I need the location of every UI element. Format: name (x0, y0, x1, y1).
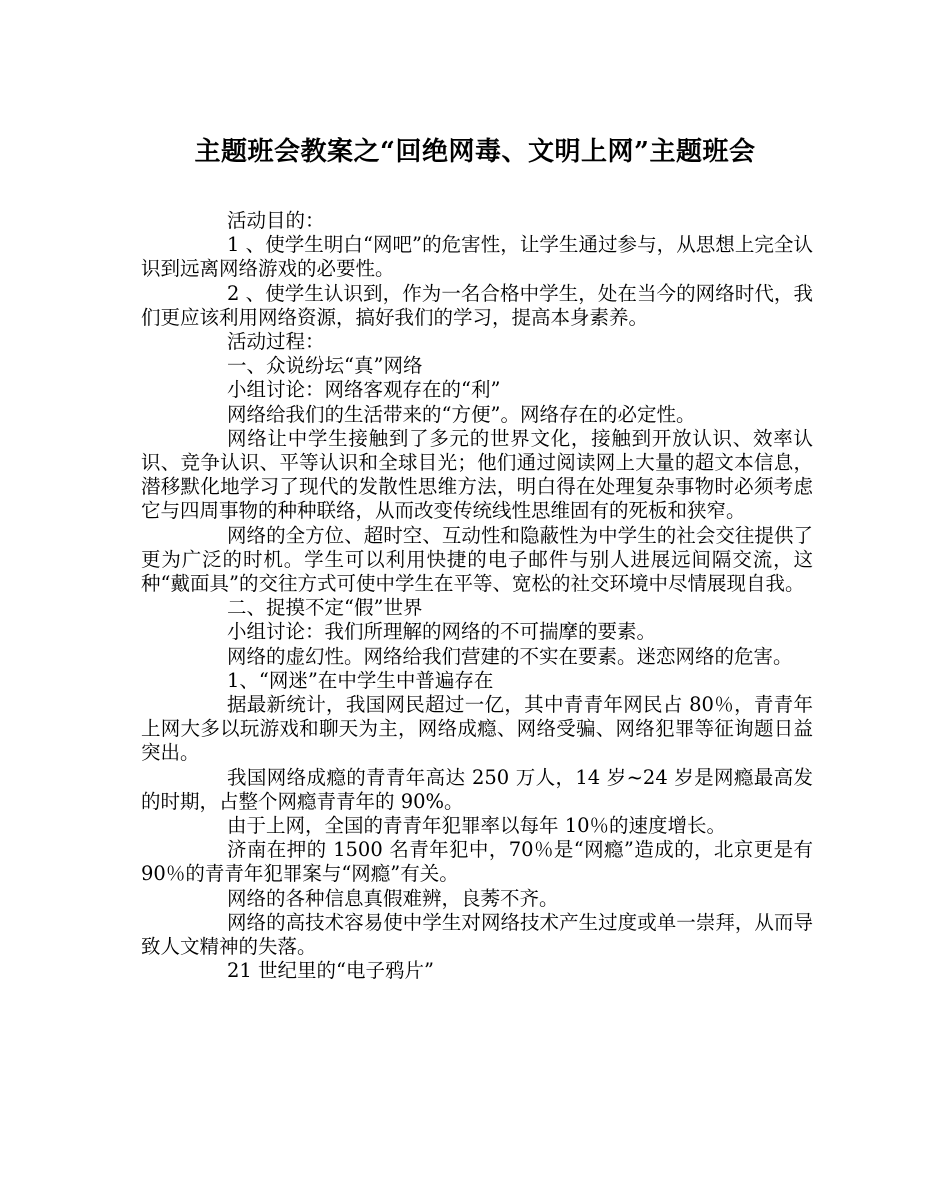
paragraph-purpose-2: 2 、使学生认识到，作为一名合格中学生，处在当今的网络时代，我们更应该利用网络资源，搞好我们的学习，提高本身素养。 (141, 281, 813, 329)
paragraph-discussion-2: 小组讨论：我们所理解的网络的不可揣摩的要素。 (227, 620, 657, 644)
paragraph-illusion: 网络的虚幻性。网络给我们营建的不实在要素。迷恋网络的危害。 (227, 644, 793, 668)
paragraph-social: 网络的全方位、超时空、互动性和隐蔽性为中学生的社会交往提供了更为广泛的时机。学生可以利用快捷的电子邮件与别人进展远间隔交流，这种“戴面具”的交往方式可使中学生在平等、宽松的社交环境中尽情展现自我。 (141, 523, 813, 596)
section-heading-1: 一、众说纷坛“真”网络 (227, 354, 423, 378)
paragraph-purpose-heading: 活动目的： (227, 209, 325, 232)
subsection-heading-1: 1、“网迷”在中学生中普遍存在 (227, 668, 494, 692)
paragraph-process-heading: 活动过程： (227, 330, 325, 354)
paragraph-addiction: 我国网络成瘾的青青年高达 250 万人，14 岁~24 岁是网瘾最高发的时期，占整个网瘾青青年的 90%。 (141, 765, 813, 813)
paragraph-culture: 网络让中学生接触到了多元的世界文化，接触到开放认识、效率认识、竞争认识、平等认识和全球目光；他们通过阅读网上大量的超文本信息，潜移默化地学习了现代的发散性思维方法，明白得在处理复杂事物时必须考虑它与四周事物的种种联络，从而改变传统线性思维固有的死板和狭窄。 (141, 426, 813, 523)
document-body (141, 209, 813, 984)
paragraph-crime-rate: 由于上网，全国的青青年犯罪率以每年 10％的速度增长。 (227, 814, 727, 838)
paragraph-information: 网络的各种信息真假难辨，良莠不齐。 (227, 886, 559, 910)
paragraph-purpose-1: 1 、使学生明白“网吧”的危害性，让学生通过参与，从思想上完全认识到远离网络游戏的必要性。 (141, 233, 813, 281)
paragraph-technology: 网络的高技术容易使中学生对网络技术产生过度或单一崇拜，从而导致人文精神的失落。 (141, 910, 813, 959)
paragraph-statistics: 据最新统计，我国网民超过一亿，其中青青年网民占 80％，青青年上网大多以玩游戏和聊天为主，网络成瘾、网络受骗、网络犯罪等征询题日益突出。 (141, 693, 813, 765)
paragraph-opium: 21 世纪里的“电子鸦片” (227, 959, 434, 983)
paragraph-discussion-1: 小组讨论：网络客观存在的“利” (227, 378, 501, 402)
document-title: 主题班会教案之“回绝网毒、文明上网”主题班会 (194, 137, 756, 167)
paragraph-jinan: 济南在押的 1500 名青年犯中，70％是“网瘾”造成的，北京更是有 90％的青青年犯罪案与“网瘾”有关。 (141, 838, 813, 886)
section-heading-2: 二、捉摸不定“假”世界 (227, 596, 423, 620)
paragraph-convenience: 网络给我们的生活带来的“方便”。网络存在的必定性。 (227, 402, 696, 426)
